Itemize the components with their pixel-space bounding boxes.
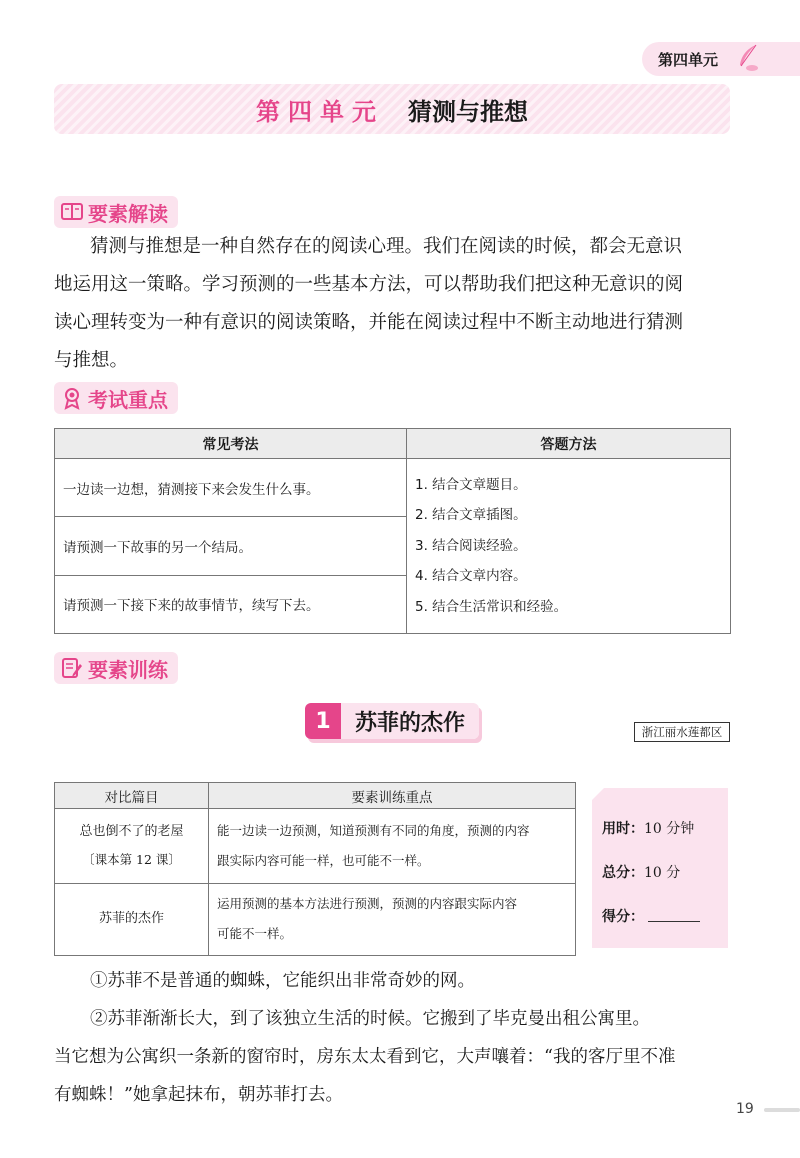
score-time-value: 10 分钟: [644, 821, 695, 837]
quill-pen-icon: [732, 43, 762, 73]
compare-col-header: 要素训练重点: [209, 783, 576, 809]
page-number: 19: [736, 1101, 754, 1117]
exam-method: 2. 结合文章插图。: [415, 507, 527, 524]
unit-tab: [642, 42, 800, 76]
score-total-label: 总分：: [602, 865, 644, 881]
score-time-label: 用时：: [602, 821, 644, 837]
score-result-row: [602, 906, 728, 950]
compare-passage-title: 苏菲的杰作: [98, 911, 164, 927]
section-training-title: 要素训练: [88, 657, 168, 682]
banner-unit: 第四单元: [256, 97, 384, 126]
compare-focus-line: 可能不一样。: [217, 926, 293, 942]
award-ribbon-icon: [60, 386, 84, 410]
score-total-value: 10 分: [644, 865, 681, 881]
score-result-label: 得分：: [602, 909, 644, 925]
compare-focus-line: 跟实际内容可能一样，也可能不一样。: [217, 852, 430, 868]
lesson-badge: [305, 703, 479, 739]
exam-question: 请预测一下故事的另一个结局。: [55, 517, 407, 575]
compare-focus-cell: [209, 883, 576, 955]
compare-passage-title: 总也倒不了的老屋: [79, 823, 184, 839]
score-blank-line[interactable]: [648, 906, 700, 922]
compare-focus-line: 能一边读一边预测，知道预测有不同的角度，预测的内容: [217, 822, 530, 838]
section-elements-heading: [54, 196, 178, 228]
section-elements-title: 要素解读: [88, 201, 168, 226]
intro-line: 猜测与推想是一种自然存在的阅读心理。我们在阅读的时候，都会无意识: [90, 236, 683, 257]
section-exam-heading: [54, 382, 178, 414]
unit-banner: [54, 84, 730, 134]
open-book-icon: [60, 200, 84, 224]
exam-col-header: 常见考法: [55, 429, 407, 459]
story-line: 当它想为公寓织一条新的窗帘时，房东太太看到它，大声嚷着：“我的客厅里不准: [54, 1047, 676, 1067]
exam-table: [54, 428, 731, 634]
compare-focus-cell: [209, 809, 576, 883]
intro-paragraph: [54, 228, 734, 380]
lesson-title: 苏菲的杰作: [341, 703, 479, 739]
compare-passage-cell: [55, 809, 209, 883]
exam-method: 3. 结合阅读经验。: [415, 537, 527, 554]
exam-question: 请预测一下接下来的故事情节，续写下去。: [55, 575, 407, 633]
story-text: [54, 962, 744, 1114]
compare-passage-cell: [55, 883, 209, 955]
score-time-row: [602, 818, 728, 862]
intro-line: 读心理转变为一种有意识的阅读策略，并能在阅读过程中不断主动地进行猜测: [54, 312, 684, 333]
story-line: ①苏菲不是普通的蜘蛛，它能织出非常奇妙的网。: [90, 971, 475, 991]
section-training-heading: [54, 652, 178, 684]
exam-col-header: 答题方法: [407, 429, 731, 459]
score-total-row: [602, 862, 728, 906]
compare-table: [54, 782, 576, 956]
banner-title: 猜测与推想: [408, 97, 528, 126]
exam-method: 1. 结合文章题目。: [415, 476, 527, 493]
compare-col-header: 对比篇目: [55, 783, 209, 809]
region-tag: 浙江丽水莲都区: [634, 722, 730, 742]
exam-methods-cell: [407, 459, 731, 634]
exam-method: 4. 结合文章内容。: [415, 568, 527, 585]
compare-passage-ref: 〔课本第 12 课〕: [82, 851, 181, 867]
story-line: 有蜘蛛！”她拿起抹布，朝苏菲打去。: [54, 1085, 343, 1105]
compare-focus-line: 运用预测的基本方法进行预测，预测的内容跟实际内容: [217, 896, 518, 912]
notepad-pencil-icon: [60, 656, 84, 680]
page-number-bar: [764, 1108, 800, 1112]
intro-line: 地运用这一策略。学习预测的一些基本方法，可以帮助我们把这种无意识的阅: [54, 274, 684, 295]
exam-question: 一边读一边想，猜测接下来会发生什么事。: [55, 459, 407, 517]
unit-tab-label: 第四单元: [658, 50, 719, 69]
intro-line: 与推想。: [54, 350, 129, 371]
section-exam-title: 考试重点: [88, 387, 168, 412]
exam-method: 5. 结合生活常识和经验。: [415, 598, 568, 615]
story-line: ②苏菲渐渐长大，到了该独立生活的时候。它搬到了毕克曼出租公寓里。: [90, 1009, 650, 1029]
score-card: [592, 788, 728, 948]
lesson-number: 1: [305, 703, 341, 739]
